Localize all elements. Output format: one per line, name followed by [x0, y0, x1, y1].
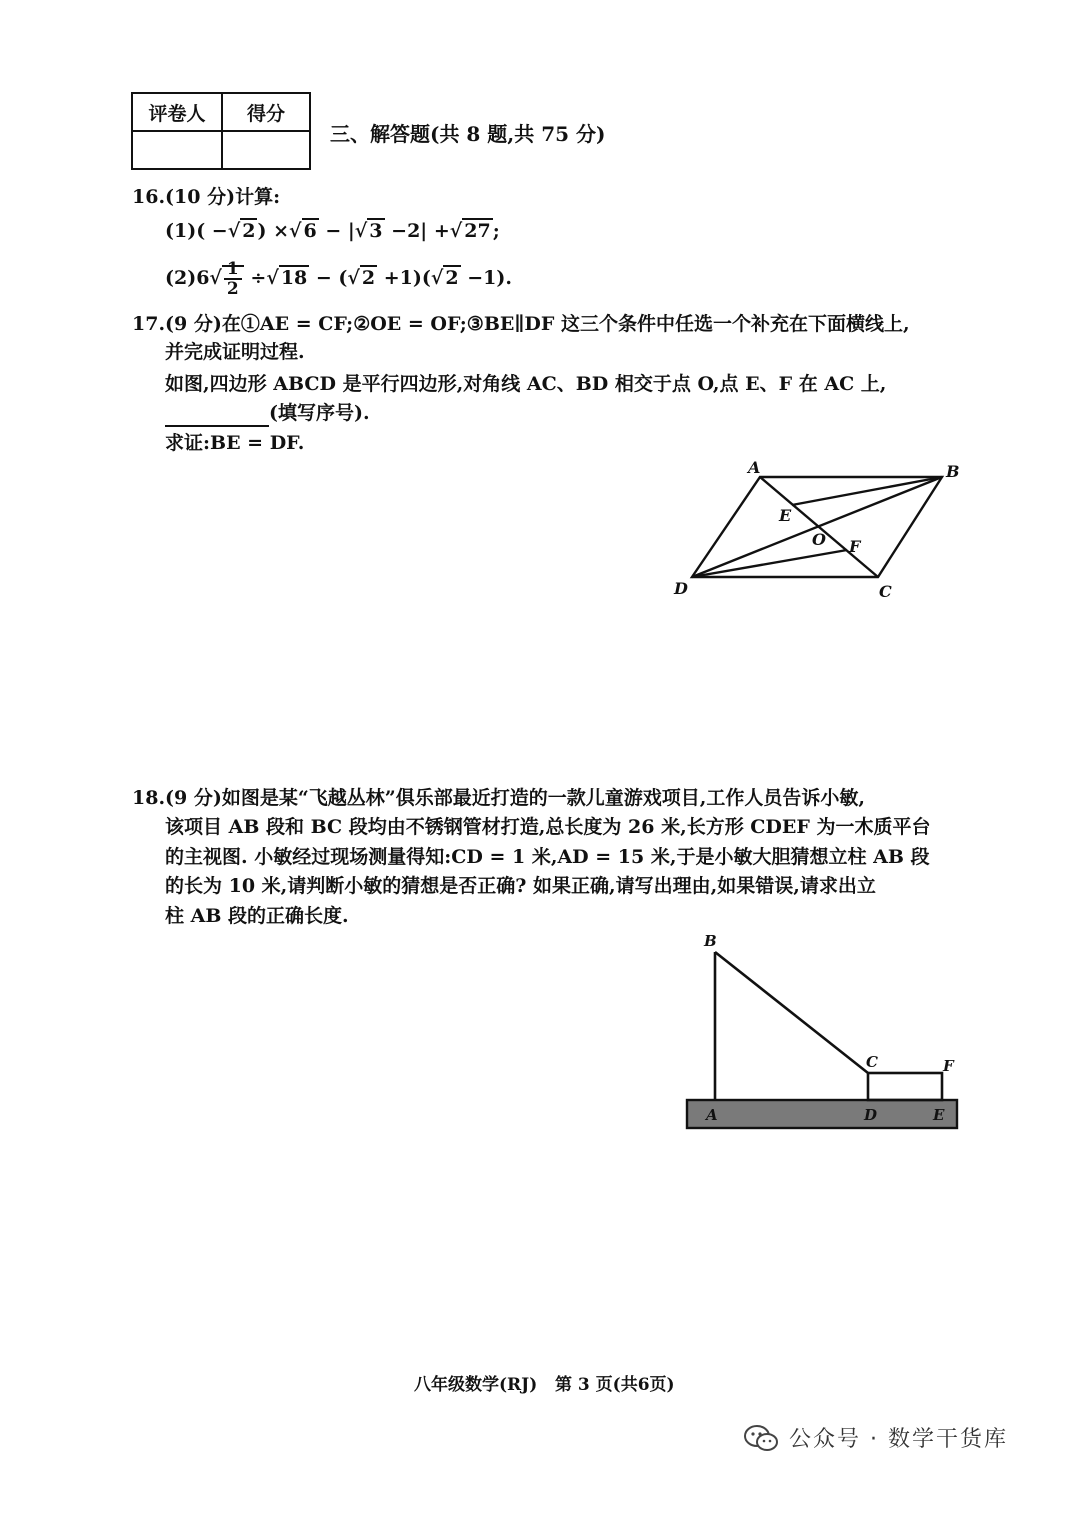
q16-p2-mid1: ÷ [243, 267, 267, 289]
q16-p1-mid1: ) × [257, 220, 289, 242]
section-title: 三、解答题(共 8 题,共 75 分) [330, 122, 606, 146]
wechat-icon [743, 1423, 779, 1453]
q16-p2-r3: 2 [445, 267, 459, 289]
q17-line3: 如图,四边形 ABCD 是平行四边形,对角线 AC、BD 相交于点 O,点 E、F 在 AC 上, [165, 373, 887, 395]
q18-line4: 的长为 10 米,请判断小敏的猜想是否正确? 如果正确,请写出理由,如果错误,请求出立 [165, 875, 876, 897]
label-e: E [933, 1106, 945, 1124]
q16-p1-lead: (1)( − [165, 220, 228, 242]
label-b: B [704, 932, 717, 950]
q16-p1-r2: 6 [303, 220, 317, 242]
q16-p1-r4: 27 [464, 220, 491, 242]
q17-answer-blank[interactable] [165, 407, 269, 427]
label-e: E [779, 506, 792, 525]
q17-line2: 并完成证明过程. [165, 341, 305, 363]
q16-p2-tail: −1). [460, 267, 512, 289]
label-c: C [879, 582, 892, 601]
label-c: C [866, 1053, 878, 1071]
q16-p2-r2: 2 [361, 267, 376, 289]
q18-line3: 的主视图. 小敏经过现场测量得知:CD = 1 米,AD = 15 米,于是小敏大胆猜想立柱 AB 段 [165, 846, 930, 868]
segment-df [692, 550, 847, 577]
diagonal-bd [692, 477, 942, 577]
q18-playground-figure [680, 930, 970, 1135]
watermark [743, 1422, 1008, 1453]
q18-line1: 18.(9 分)如图是某“飞越丛林”俱乐部最近打造的一款儿童游戏项目,工作人员告诉小敏, [132, 787, 865, 809]
q16-p2-mid2: − ( [309, 267, 348, 289]
q16-part1: (1)( −√ 2 ) ×√ 6 − |√ 3 −2| +√ 27 ; [165, 220, 500, 242]
label-d: D [674, 579, 688, 598]
q16-p1-mid3: −2| + [384, 220, 450, 242]
label-f: F [943, 1057, 954, 1075]
score-table-score-cell [222, 131, 310, 169]
score-table-grader-header: 评卷人 [132, 93, 222, 131]
score-table [131, 92, 311, 170]
q16-p2-mid3: +1)( [377, 267, 431, 289]
pipe-bc [715, 952, 868, 1073]
q16-p1-tail: ; [492, 220, 500, 242]
q16-part2: (2)6√ $\frac{1}{2}$ ÷√ 18 − (√ 2 +1)(√ 2 −1). [165, 259, 512, 299]
score-table-score-header: 得分 [222, 93, 310, 131]
label-f: F [849, 537, 861, 556]
q17-line1: 17.(9 分)在①AE = CF;②OE = OF;③BE∥DF 这三个条件中任选一个补充在下面横线上, [132, 313, 910, 335]
q16-p2-lead: (2)6 [165, 267, 210, 289]
q17-line4 [165, 399, 370, 427]
q18-line2: 该项目 AB 段和 BC 段均由不锈钢管材打造,总长度为 26 米,长方形 CDEF 为一木质平台 [165, 816, 931, 838]
score-table-grader-cell [132, 131, 222, 169]
segment-be [792, 477, 942, 505]
ground-bar [687, 1100, 957, 1128]
q17-parallelogram-figure [660, 455, 980, 605]
q16-p1-r3: 3 [369, 220, 383, 242]
label-b: B [946, 462, 960, 481]
label-a: A [706, 1106, 718, 1124]
q16-p2-den: 2 [226, 279, 239, 299]
label-a: A [748, 458, 761, 477]
watermark-text: 公众号 · 数学干货库 [789, 1427, 1008, 1452]
q16-p1-mid2: − | [318, 220, 355, 242]
q16-p2-r1: 18 [280, 267, 308, 289]
page-footer: 八年级数学(RJ) 第 3 页(共6页) [414, 1375, 675, 1395]
platform-cdef [868, 1073, 942, 1100]
q16-p1-r1: 2 [242, 220, 256, 242]
label-d: D [864, 1106, 878, 1124]
q16-heading: 16.(10 分)计算: [132, 186, 281, 208]
q16-p2-num: 1 [224, 260, 242, 280]
q17-line5: 求证:BE = DF. [165, 432, 305, 454]
q18-line5: 柱 AB 段的正确长度. [165, 905, 349, 927]
q17-line4-text: (填写序号). [269, 402, 370, 424]
label-o: O [812, 530, 826, 549]
